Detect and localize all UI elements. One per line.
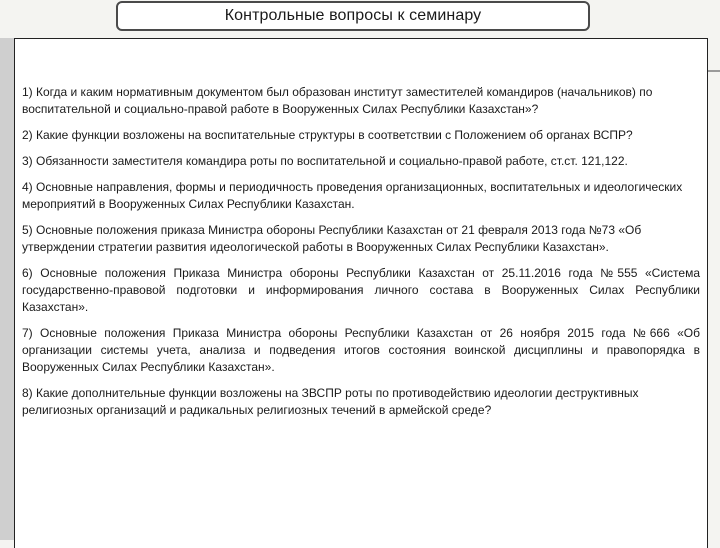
question-2: 2) Какие функции возложены на воспитательные структуры в соответствии с Положением об органах ВСПР?: [22, 128, 633, 142]
question-1: 1) Когда и каким нормативным документом был образован институт заместителей командиров (начальников) по воспитательной и социально-правой работе в Вооруженных Силах Республики Казахстан»?: [22, 85, 653, 116]
question-5: 5) Основные положения приказа Министра обороны Республики Казахстан от 21 февраля 2013 года №73 «Об утверждении стратегии развития идеологической работы в Вооруженных Силах Республики Казахстан».: [22, 223, 642, 254]
question-4: 4) Основные направления, формы и периодичность проведения организационных, воспитательных и идеологических мероприятий в Вооруженных Силах Республики Казахстан.: [22, 180, 683, 211]
right-decorative-line: [708, 70, 720, 72]
left-border-strip: [0, 38, 14, 540]
question-3: 3) Обязанности заместителя командира роты по воспитательной и социально-правой работе, ст.ст. 121,122.: [22, 154, 628, 168]
title-box: [116, 1, 590, 31]
question-8: 8) Какие дополнительные функции возложены на ЗВСПР роты по противодействию идеологии деструктивных религиозных организаций и радикальных религиозных течений в армейской среде?: [22, 386, 639, 417]
slide-title: Контрольные вопросы к семинару: [224, 7, 482, 24]
questions-panel: [14, 38, 708, 548]
question-7: 7) Основные положения Приказа Министра обороны Республики Казахстан от 26 ноября 2015 года №666 «Об организации системы учета, анализа и подведения итогов состояния воинской дисциплины и правопорядка в Вооруженных Силах Республики Казахстан».: [22, 326, 700, 374]
question-6: 6) Основные положения Приказа Министра обороны Республики Казахстан от 25.11.2016 года №555 «Система государственно-правовой подготовки и информирования личного состава в Вооруженных Силах Республики Казахстан».: [22, 266, 700, 314]
